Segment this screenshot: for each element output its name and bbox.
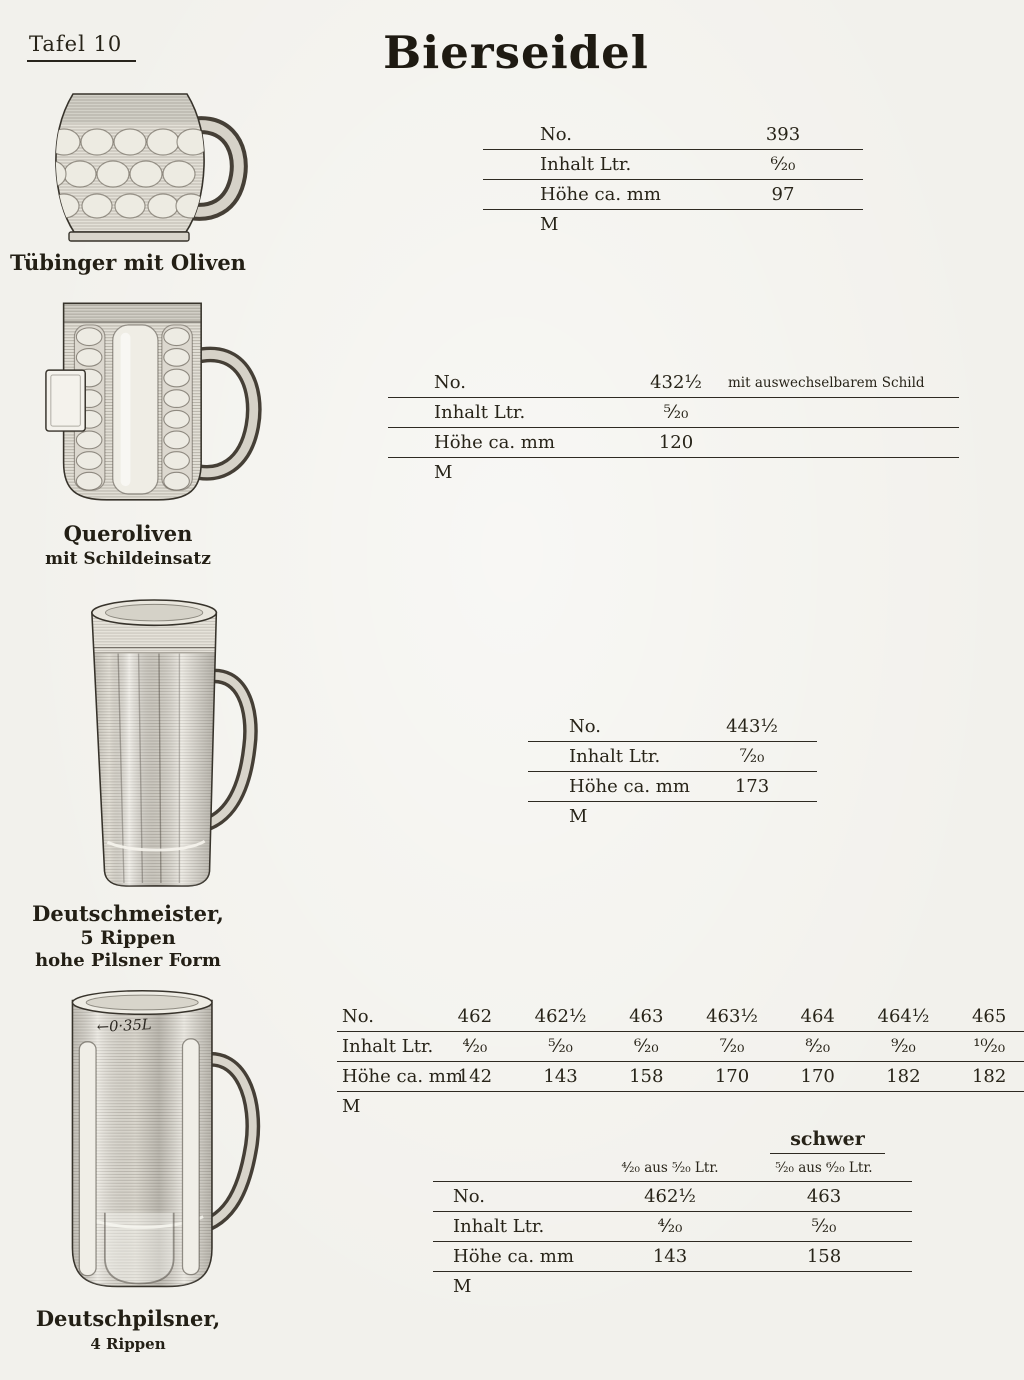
row-label-price: M bbox=[453, 1276, 472, 1297]
table-row bbox=[528, 742, 817, 772]
tuebinger-mug-figure bbox=[40, 84, 248, 254]
row-label-inhalt: Inhalt Ltr. bbox=[434, 402, 526, 423]
deutschpilsner-caption-line1: Deutschpilsner, bbox=[35, 1306, 221, 1331]
schwer-col-header: ⁴⁄₂₀ aus ⁵⁄₂₀ Ltr. bbox=[621, 1160, 719, 1176]
queroliven-mug-figure bbox=[42, 294, 266, 522]
deutschpilsner-caption-line2: 4 Rippen bbox=[90, 1335, 166, 1353]
hoehe-value: 120 bbox=[658, 432, 694, 453]
inhalt-value: ⁴⁄₂₀ bbox=[657, 1216, 683, 1237]
inhalt-value: ⁹⁄₂₀ bbox=[891, 1036, 916, 1057]
schwer-subheader-row bbox=[433, 1154, 912, 1182]
no-value: 464¹⁄₂ bbox=[877, 1006, 930, 1027]
table-row bbox=[388, 398, 959, 428]
table-row bbox=[483, 210, 863, 240]
no-note: mit auswechselbarem Schild bbox=[728, 375, 925, 391]
deutschmeister-caption-line1: Deutschmeister, bbox=[32, 901, 224, 926]
table-row bbox=[483, 120, 863, 150]
no-value: 465 bbox=[971, 1006, 1007, 1027]
row-label-inhalt: Inhalt Ltr. bbox=[569, 746, 661, 767]
inhalt-value: ¹⁰⁄₂₀ bbox=[973, 1036, 1006, 1057]
schwer-header: schwer bbox=[770, 1128, 885, 1154]
row-label-no: No. bbox=[342, 1006, 374, 1027]
inhalt-value: ⁸⁄₂₀ bbox=[805, 1036, 831, 1057]
hoehe-value: 182 bbox=[886, 1066, 921, 1087]
row-label-price: M bbox=[569, 806, 588, 827]
tuebinger-caption: Tübinger mit Oliven bbox=[10, 250, 246, 275]
row-label-hoehe: Höhe ca. mm bbox=[342, 1066, 463, 1087]
tuebinger-mug-illustration bbox=[40, 84, 248, 250]
queroliven-caption-line2: mit Schildeinsatz bbox=[45, 549, 211, 569]
table-row-hoehe bbox=[433, 1242, 912, 1272]
row-label-inhalt: Inhalt Ltr. bbox=[342, 1036, 434, 1057]
hoehe-value: 142 bbox=[457, 1066, 493, 1087]
hoehe-value: 182 bbox=[971, 1066, 1007, 1087]
row-label-inhalt: Inhalt Ltr. bbox=[540, 154, 632, 175]
table-row-hoehe bbox=[337, 1062, 1024, 1092]
deutschmeister-caption-line3: hohe Pilsner Form bbox=[35, 950, 221, 971]
no-value: 462¹⁄₂ bbox=[644, 1186, 696, 1207]
row-label-no: No. bbox=[569, 716, 601, 737]
deutschpilsner-mug-illustration bbox=[42, 982, 266, 1304]
inhalt-value: ⁵⁄₂₀ bbox=[663, 402, 689, 423]
table-row bbox=[388, 428, 959, 458]
inhalt-value: ⁵⁄₂₀ bbox=[548, 1036, 573, 1057]
hoehe-value: 158 bbox=[806, 1246, 842, 1267]
deutschmeister-mug-illustration bbox=[52, 586, 264, 898]
schwer-col-header: ⁵⁄₂₀ aus ⁶⁄₂₀ Ltr. bbox=[775, 1160, 873, 1176]
row-label-hoehe: Höhe ca. mm bbox=[540, 184, 661, 205]
table-no-393 bbox=[483, 120, 863, 240]
hoehe-value: 170 bbox=[800, 1066, 835, 1087]
table-row bbox=[528, 802, 817, 832]
hoehe-value: 170 bbox=[714, 1066, 750, 1087]
deutschpilsner-mug-figure bbox=[42, 982, 266, 1308]
queroliven-caption-line1: Queroliven bbox=[63, 521, 193, 546]
no-value: 464 bbox=[800, 1006, 835, 1027]
no-value: 463¹⁄₂ bbox=[706, 1006, 758, 1027]
table-row-no bbox=[337, 1002, 1024, 1032]
inhalt-value: ⁴⁄₂₀ bbox=[462, 1036, 488, 1057]
table-series-462-465 bbox=[337, 1002, 1024, 1118]
row-label-hoehe: Höhe ca. mm bbox=[569, 776, 690, 797]
capacity-mark: ←0·35L bbox=[96, 1016, 153, 1036]
table-row-price bbox=[337, 1092, 1024, 1118]
row-label-inhalt: Inhalt Ltr. bbox=[453, 1216, 545, 1237]
table-row bbox=[528, 712, 817, 742]
hoehe-value: 97 bbox=[771, 184, 795, 205]
table-row bbox=[483, 150, 863, 180]
no-value: 393 bbox=[765, 124, 801, 145]
table-row-no bbox=[433, 1182, 912, 1212]
row-label-no: No. bbox=[434, 372, 466, 393]
row-label-no: No. bbox=[540, 124, 572, 145]
inhalt-value: ⁷⁄₂₀ bbox=[739, 746, 765, 767]
hoehe-value: 158 bbox=[629, 1066, 664, 1087]
inhalt-value: ⁵⁄₂₀ bbox=[811, 1216, 837, 1237]
table-no-443 bbox=[528, 712, 817, 832]
table-row bbox=[388, 458, 959, 488]
table-row bbox=[528, 772, 817, 802]
no-value: 432¹⁄₂ bbox=[650, 372, 702, 393]
page-title: Bierseidel bbox=[383, 26, 649, 79]
deutschmeister-mug-figure bbox=[52, 586, 264, 902]
tafel-label: Tafel 10 bbox=[27, 32, 136, 62]
no-value: 463 bbox=[806, 1186, 842, 1207]
row-label-price: M bbox=[540, 214, 559, 235]
table-row-inhalt bbox=[433, 1212, 912, 1242]
no-value: 463 bbox=[629, 1006, 664, 1027]
deutschmeister-caption-line2: 5 Rippen bbox=[80, 927, 176, 949]
table-row-price bbox=[433, 1272, 912, 1302]
inhalt-value: ⁷⁄₂₀ bbox=[719, 1036, 745, 1057]
table-row-inhalt bbox=[337, 1032, 1024, 1062]
no-value: 462¹⁄₂ bbox=[534, 1006, 587, 1027]
no-value: 462 bbox=[457, 1006, 493, 1027]
row-label-hoehe: Höhe ca. mm bbox=[434, 432, 555, 453]
hoehe-value: 143 bbox=[543, 1066, 578, 1087]
table-no-432 bbox=[388, 368, 959, 488]
row-label-hoehe: Höhe ca. mm bbox=[453, 1246, 574, 1267]
hoehe-value: 143 bbox=[652, 1246, 688, 1267]
row-label-no: No. bbox=[453, 1186, 485, 1207]
no-value: 443¹⁄₂ bbox=[726, 716, 778, 737]
row-label-price: M bbox=[342, 1096, 361, 1117]
inhalt-value: ⁶⁄₂₀ bbox=[633, 1036, 659, 1057]
table-schwer bbox=[433, 1128, 912, 1302]
inhalt-value: ⁶⁄₂₀ bbox=[770, 154, 796, 175]
queroliven-mug-illustration bbox=[42, 294, 266, 518]
row-label-price: M bbox=[434, 462, 453, 483]
table-row bbox=[388, 368, 959, 398]
hoehe-value: 173 bbox=[734, 776, 770, 797]
table-row bbox=[483, 180, 863, 210]
